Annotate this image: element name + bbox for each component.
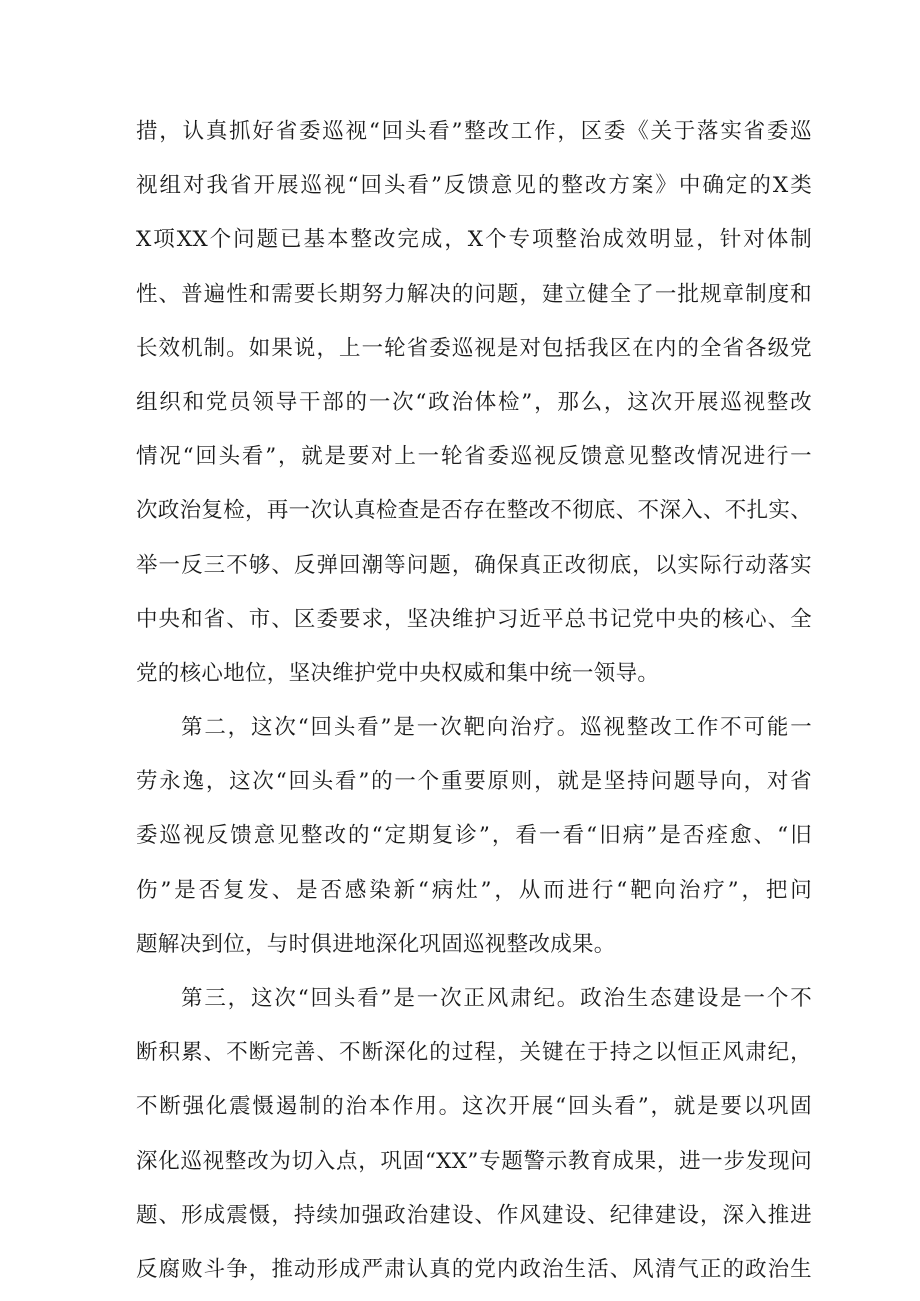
paragraph-2-line-5: 题解决到位，与时俱进地深化巩固巡视整改成果。 [136, 931, 616, 957]
paragraph-3-line-5: 题、形成震慑，持续加强政治建设、作风建设、纪律建设，深入推进 [136, 1202, 812, 1228]
paragraph-3-line-1: 第三，这次“回头看”是一次正风肃纪。政治生态建设是一个不 [181, 986, 812, 1011]
paragraph-3-line-6: 反腐败斗争，推动形成严肃认真的党内政治生活、风清气正的政治生 [136, 1256, 812, 1282]
paragraph-2-line-1: 第二，这次“回头看”是一次靶向治疗。巡视整改工作不可能一 [181, 715, 812, 741]
paragraph-3-line-4: 深化巡视整改为切入点，巩固“XX”专题警示教育成果，进一步发现问 [136, 1148, 812, 1174]
paragraph-2-line-2: 劳永逸，这次“回头看”的一个重要原则，就是坚持问题导向，对省 [136, 769, 812, 795]
paragraph-3-line-2: 断积累、不断完善、不断深化的过程，关键在于持之以恒正风肃纪， [136, 1040, 812, 1066]
paragraph-2-line-4: 伤”是否复发、是否感染新“病灶”，从而进行“靶向治疗”，把问 [136, 877, 812, 903]
paragraph-1-line-4: 性、普遍性和需要长期努力解决的问题，建立健全了一批规章制度和 [136, 281, 812, 307]
paragraph-1-line-10: 中央和省、市、区委要求，坚决维护习近平总书记党中央的核心、全 [136, 606, 812, 632]
paragraph-1-line-11: 党的核心地位，坚决维护党中央权威和集中统一领导。 [136, 660, 660, 686]
paragraph-1-line-5: 长效机制。如果说，上一轮省委巡视是对包括我区在内的全省各级党 [136, 335, 812, 361]
paragraph-1-line-8: 次政治复检，再一次认真检查是否存在整改不彻底、不深入、不扎实、 [136, 498, 812, 524]
document-body [136, 105, 812, 1297]
paragraph-2-line-3: 委巡视反馈意见整改的“定期复诊”，看一看“旧病”是否痊愈、“旧 [136, 823, 812, 849]
paragraph-1-line-7: 情况“回头看”，就是要对上一轮省委巡视反馈意见整改情况进行一 [136, 444, 812, 470]
paragraph-1-line-1: 措，认真抓好省委巡视“回头看”整改工作，区委《关于落实省委巡 [136, 119, 812, 144]
paragraph-1-line-3: X项XX个问题已基本整改完成，X个专项整治成效明显，针对体制 [136, 227, 812, 253]
paragraph-1-line-9: 举一反三不够、反弹回潮等问题，确保真正改彻底，以实际行动落实 [136, 552, 812, 578]
paragraph-3-line-3: 不断强化震慑遏制的治本作用。这次开展“回头看”，就是要以巩固 [136, 1094, 812, 1120]
paragraph-1-line-6: 组织和党员领导干部的一次“政治体检”，那么，这次开展巡视整改 [136, 389, 812, 415]
paragraph-1-line-2: 视组对我省开展巡视“回头看”反馈意见的整改方案》中确定的X类 [136, 173, 812, 199]
